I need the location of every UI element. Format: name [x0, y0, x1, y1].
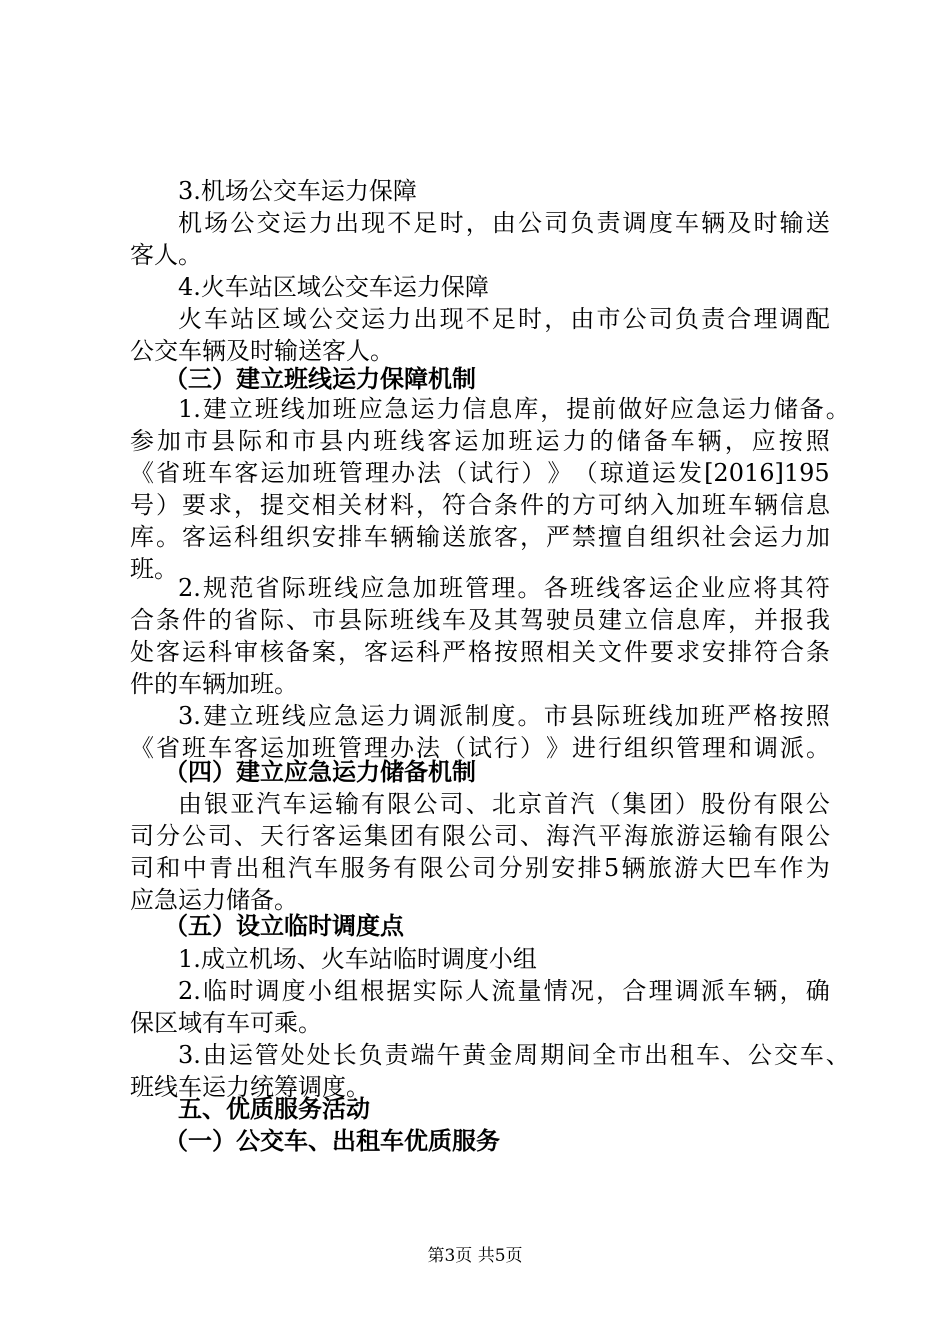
text-line: 2. 临 时 调 度 小 组 根 据 实 际 人 流 量 情 况 ， 合 理 调 派 车 辆 ， 确 [178, 977, 830, 1005]
text-line: 4.火车站区域公交车运力保障 [178, 273, 489, 301]
text-line: 应急运力储备。 [130, 886, 298, 914]
text-line: 班线车运力统筹调度。 [130, 1073, 370, 1101]
text-line: 火 车 站 区 域 公 交 运 力 出 现 不 足 时 ， 由 市 公 司 负 责 合 理 调 配 [178, 305, 830, 333]
text-line: 处 客 运 科 审 核 备 案 ， 客 运 科 严 格 按 照 相 关 文 件 要 求 安 排 符 合 条 [130, 638, 830, 666]
section-heading: （三）建立班线运力保障机制 [164, 365, 476, 393]
text-line: 参 加 市 县 际 和 市 县 内 班 线 客 运 加 班 运 力 的 储 备 车 辆 ， 应 按 照 [130, 427, 830, 455]
text-line: 3. 由 运 管 处 处 长 负 责 端 午 黄 金 周 期 间 全 市 出 租 车 、 公 交 车 、 [178, 1041, 850, 1069]
text-line: 司 分 公 司 、 天 行 客 运 集 团 有 限 公 司 、 海 汽 平 海 旅 游 运 输 有 限 公 [130, 822, 830, 850]
text-line: 3.机场公交车运力保障 [178, 177, 417, 205]
text-line: 库 。 客 运 科 组 织 安 排 车 辆 输 送 旅 客 ， 严 禁 擅 自 组 织 社 会 运 力 加 [130, 523, 830, 551]
section-heading: （五）设立临时调度点 [164, 912, 404, 940]
section-heading: （四）建立应急运力储备机制 [164, 758, 476, 786]
text-line: 《 省 班 车 客 运 加 班 管 理 办 法 （ 试 行 ） 》 进 行 组 织 管 理 和 调 派 。 [130, 734, 830, 762]
text-line: 《 省 班 车 客 运 加 班 管 理 办 法 （ 试 行 ） 》 （ 琼 道 运 发 [2016]195 [130, 459, 830, 487]
text-line: 2. 规 范 省 际 班 线 应 急 加 班 管 理 。 各 班 线 客 运 企 业 应 将 其 符 [178, 574, 830, 602]
text-line: 客人。 [130, 241, 202, 269]
text-line: 1. 建 立 班 线 加 班 应 急 运 力 信 息 库 ， 提 前 做 好 应 急 运 力 储 备 。 [178, 395, 850, 423]
text-line: 合 条 件 的 省 际 、 市 县 际 班 线 车 及 其 驾 驶 员 建 立 信 息 库 ， 并 报 我 [130, 606, 830, 634]
text-line: 件的车辆加班。 [130, 670, 298, 698]
text-line: 由 银 亚 汽 车 运 输 有 限 公 司 、 北 京 首 汽 （ 集 团 ） 股 份 有 限 公 [178, 790, 830, 818]
text-line: 公交车辆及时输送客人。 [130, 337, 394, 365]
text-line: 机 场 公 交 运 力 出 现 不 足 时 ， 由 公 司 负 责 调 度 车 辆 及 时 输 送 [178, 209, 830, 237]
text-line: 保区域有车可乘。 [130, 1009, 322, 1037]
text-line: 1.成立机场、火车站临时调度小组 [178, 945, 537, 973]
text-line: 号 ） 要 求 ， 提 交 相 关 材 料 ， 符 合 条 件 的 方 可 纳 入 加 班 车 辆 信 息 [130, 491, 830, 519]
section-heading: 五、优质服务活动 [178, 1095, 370, 1123]
text-line: 司 和 中 青 出 租 汽 车 服 务 有 限 公 司 分 别 安 排 5 辆 旅 游 大 巴 车 作 为 [130, 854, 830, 882]
text-line: 班。 [130, 555, 178, 583]
section-heading: （一）公交车、出租车优质服务 [164, 1127, 500, 1155]
page-footer: 第3页 共5页 [427, 1246, 523, 1266]
text-line: 3. 建 立 班 线 应 急 运 力 调 派 制 度 。 市 县 际 班 线 加 班 严 格 按 照 [178, 702, 830, 730]
